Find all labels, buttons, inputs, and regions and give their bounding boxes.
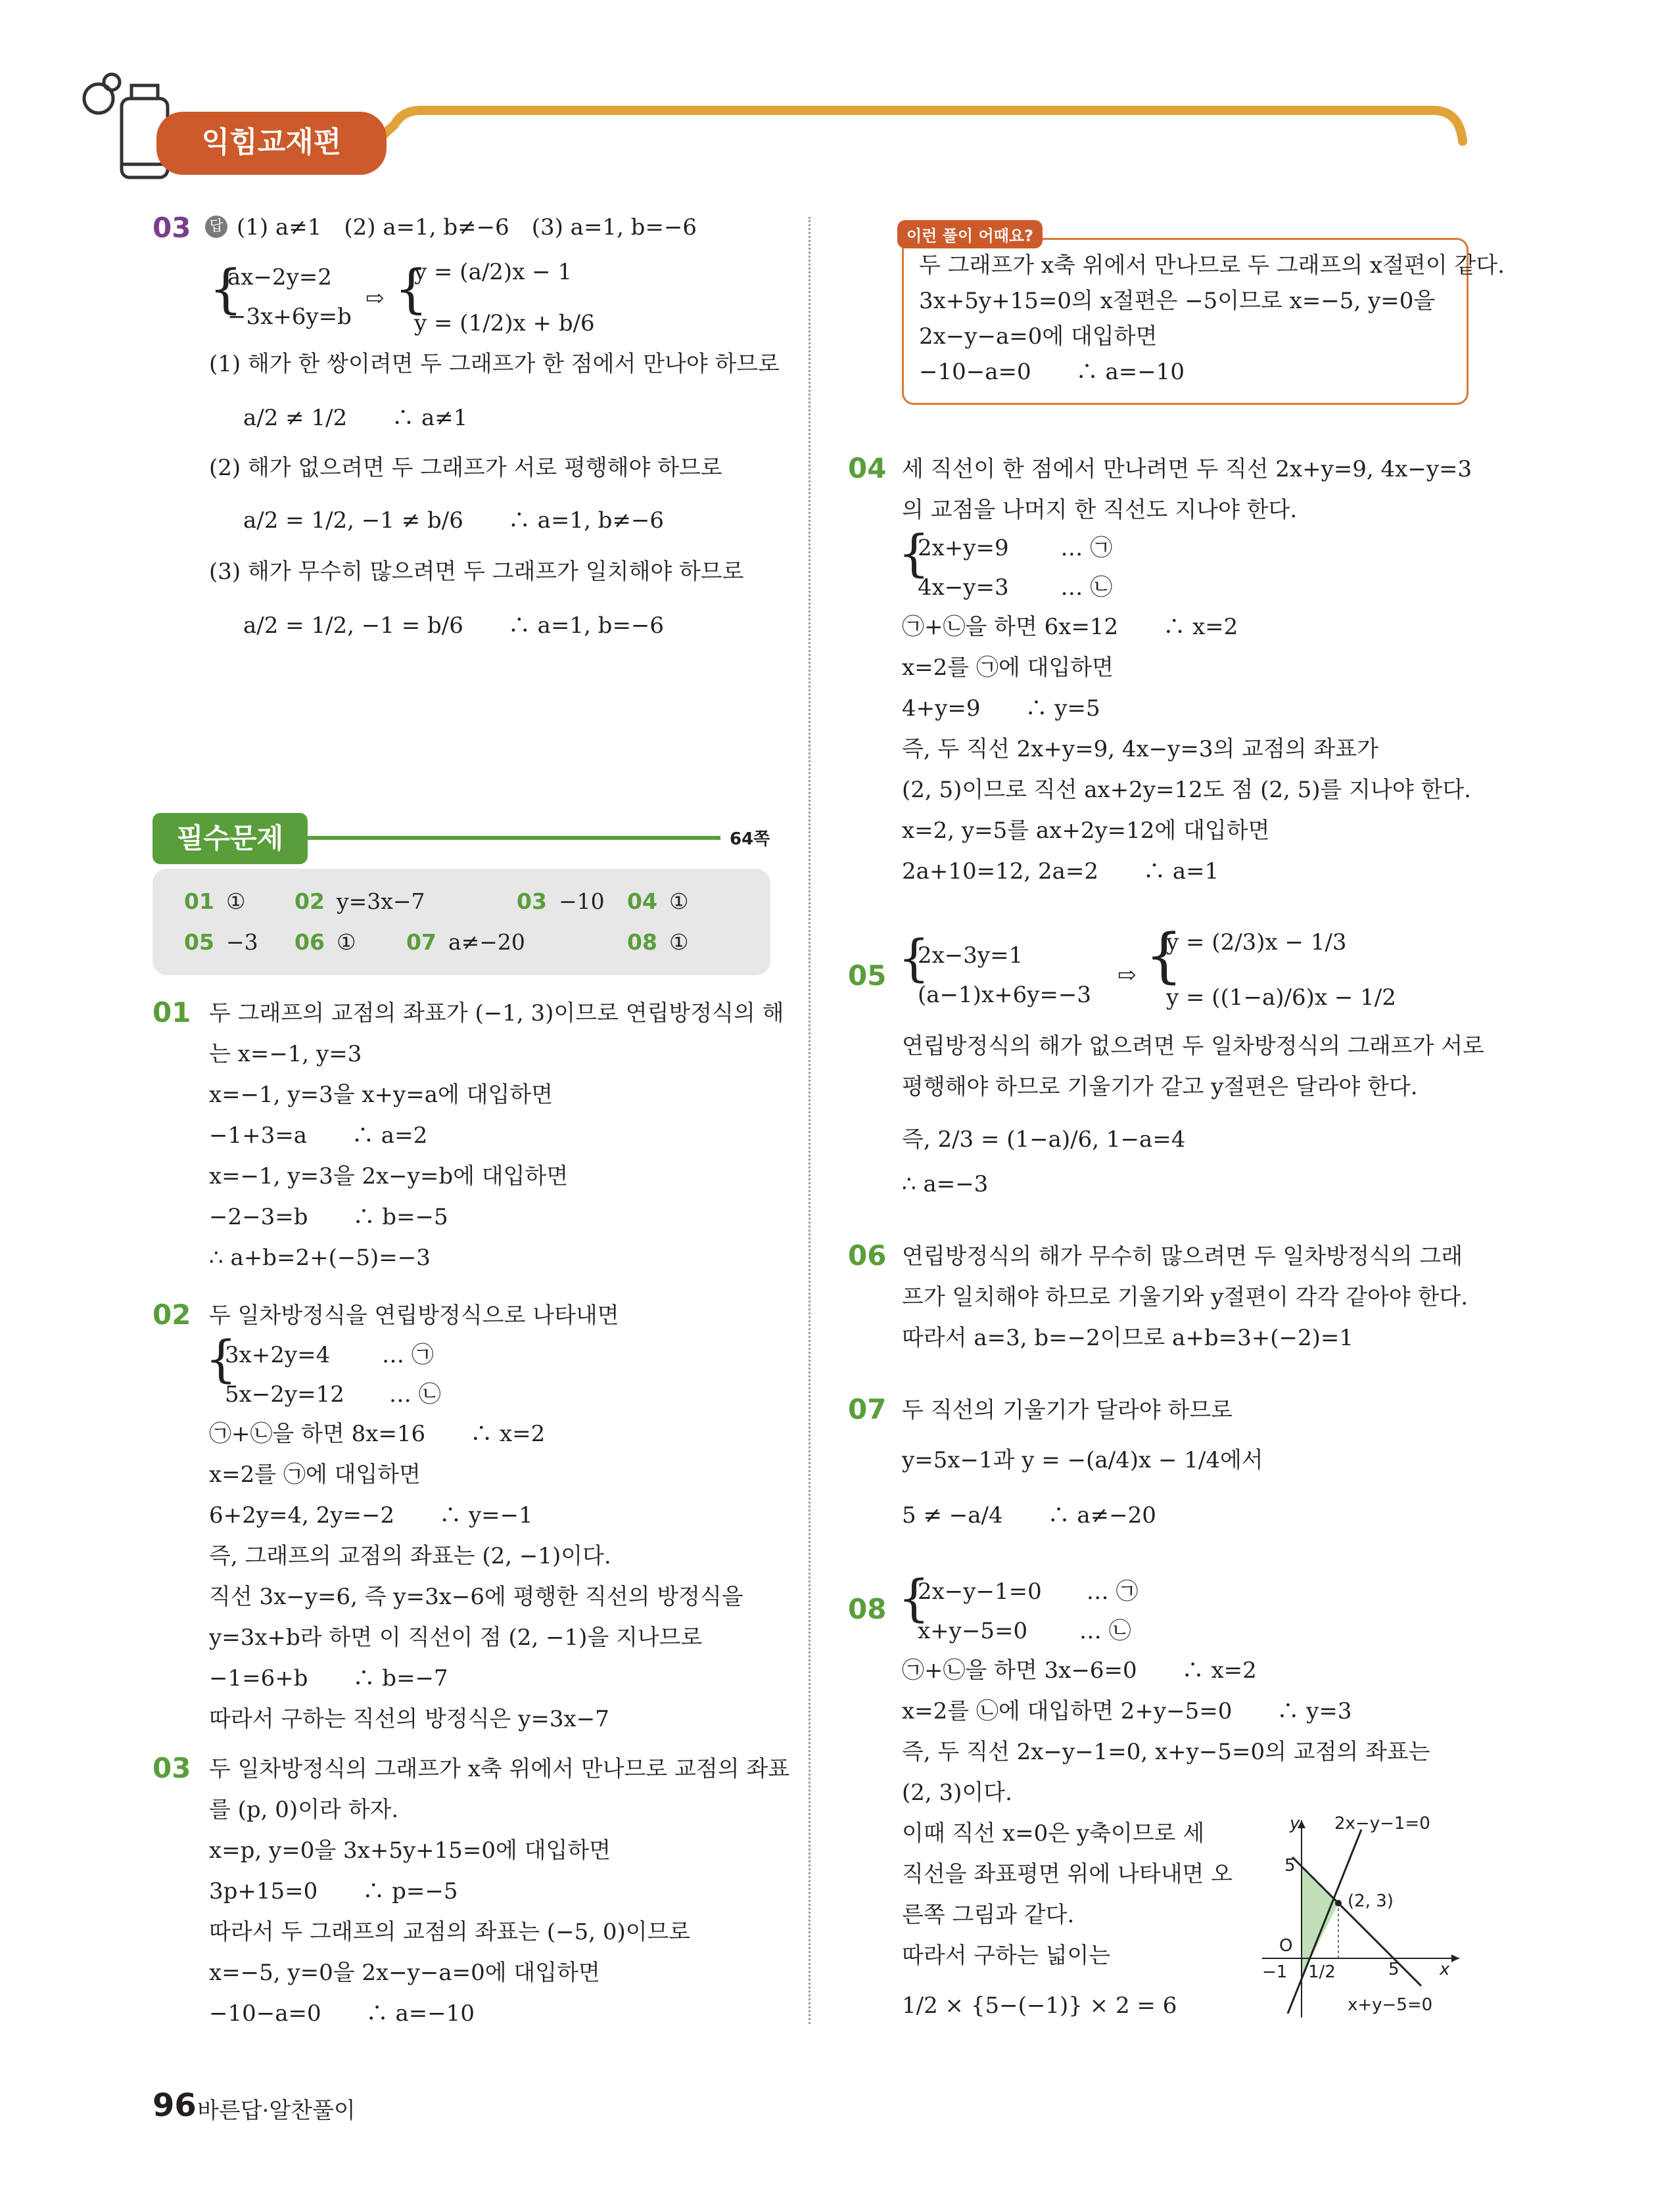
lantern-icon	[84, 74, 168, 177]
q01-line: −2−3=b ∴ b=−5	[209, 1204, 448, 1230]
part3-eq: a/2 = 1/2, −1 = b/6 ∴ a=1, b=−6	[243, 612, 665, 639]
column-divider	[809, 217, 811, 2024]
q03-line: 따라서 두 그래프의 교점의 좌표는 (−5, 0)이므로	[209, 1919, 691, 1945]
header-title: 익힘교재편	[156, 112, 387, 175]
answers-box	[153, 869, 770, 975]
q04-line: 4x−y=3 … ㉡	[918, 574, 1113, 601]
q04-line: 4+y=9 ∴ y=5	[902, 695, 1100, 722]
q08-line: x=2를 ㉡에 대입하면 2+y−5=0 ∴ y=3	[902, 1698, 1352, 1724]
arrow-icon: ⇨	[1117, 962, 1137, 988]
q04-brace: {	[898, 524, 930, 582]
q08-line: 즉, 두 직선 2x−y−1=0, x+y−5=0의 교점의 좌표는	[902, 1739, 1430, 1765]
left-answer: (1) a≠1 (2) a=1, b≠−6 (3) a=1, b=−6	[237, 214, 697, 241]
q01-line: ∴ a+b=2+(−5)=−3	[209, 1245, 431, 1271]
q06-line: 프가 일치해야 하므로 기울기와 y절편이 각각 같아야 한다.	[902, 1284, 1469, 1310]
q08-line: 이때 직선 x=0은 y축이므로 세	[902, 1820, 1205, 1847]
answer-04: 04 ①	[627, 888, 689, 914]
q06-number: 06	[848, 1239, 887, 1272]
answer-06: 06 ①	[294, 929, 356, 955]
q03-line: 3p+15=0 ∴ p=−5	[209, 1878, 458, 1904]
graph-tick-y5: 5	[1284, 1856, 1296, 1876]
q01-number: 01	[153, 996, 191, 1028]
q02-line: ㉠+㉡을 하면 8x=16 ∴ x=2	[209, 1421, 546, 1447]
answer-badge: 답	[205, 216, 227, 238]
section-title: 필수문제	[153, 813, 308, 864]
q07-line: 두 직선의 기울기가 달라야 하므로	[902, 1397, 1233, 1423]
q08-line: 1/2 × {5−(−1)} × 2 = 6	[902, 1993, 1177, 2019]
q02-number: 02	[153, 1299, 191, 1331]
q05-sys2-a: y = (2/3)x − 1/3	[1166, 929, 1347, 956]
answer-05: 05 −3	[184, 929, 258, 955]
answer-01: 01 ①	[184, 888, 246, 914]
q03-line: x=−5, y=0을 2x−y−a=0에 대입하면	[209, 1960, 600, 1986]
q04-line: x=2를 ㉠에 대입하면	[902, 655, 1114, 681]
q03-line: −10−a=0 ∴ a=−10	[209, 2000, 475, 2027]
q05-sys-a: 2x−3y=1	[918, 942, 1023, 969]
q08-graph	[1249, 1801, 1472, 2024]
q05-brace-2: {	[1145, 921, 1183, 990]
q04-line: x=2, y=5를 ax+2y=12에 대입하면	[902, 818, 1270, 844]
part2-eq: a/2 = 1/2, −1 ≠ b/6 ∴ a=1, b≠−6	[243, 507, 665, 534]
part1-text: (1) 해가 한 쌍이려면 두 그래프가 한 점에서 만나야 하므로	[209, 351, 780, 377]
part1-eq: a/2 ≠ 1/2 ∴ a≠1	[243, 405, 468, 431]
q01-line: 는 x=−1, y=3	[209, 1041, 362, 1067]
q04-line: 2a+10=12, 2a=2 ∴ a=1	[902, 858, 1219, 885]
answer-08: 08 ①	[627, 929, 689, 955]
q02-line: 따라서 구하는 직선의 방정식은 y=3x−7	[209, 1706, 609, 1732]
q02-line: 5x−2y=12 … ㉡	[225, 1381, 441, 1408]
q03-number: 03	[153, 1752, 191, 1784]
q05-sys-b: (a−1)x+6y=−3	[918, 982, 1092, 1008]
footer-text: 바른답·알찬풀이	[197, 2098, 356, 2124]
q02-line: 즉, 그래프의 교점의 좌표는 (2, −1)이다.	[209, 1543, 611, 1569]
q02-line: x=2를 ㉠에 대입하면	[209, 1462, 421, 1488]
q04-line: 세 직선이 한 점에서 만나려면 두 직선 2x+y=9, 4x−y=3	[902, 456, 1472, 482]
q04-line: 즉, 두 직선 2x+y=9, 4x−y=3의 교점의 좌표가	[902, 736, 1378, 762]
tip-line: 두 그래프가 x축 위에서 만나므로 두 그래프의 x절편이 같다.	[919, 252, 1505, 279]
system-2b: y = (1/2)x + b/6	[414, 310, 595, 336]
q05-line: ∴ a=−3	[902, 1171, 989, 1197]
section-page: 64쪽	[730, 829, 770, 849]
part3-text: (3) 해가 무수히 많으려면 두 그래프가 일치해야 하므로	[209, 559, 744, 585]
q05-sys2-b: y = ((1−a)/6)x − 1/2	[1166, 984, 1396, 1011]
q08-line: 른쪽 그림과 같다.	[902, 1902, 1075, 1928]
q03-line: x=p, y=0을 3x+5y+15=0에 대입하면	[209, 1837, 611, 1864]
graph-point-label: (2, 3)	[1348, 1891, 1394, 1911]
system-1a: ax−2y=2	[227, 264, 332, 290]
q01-line: −1+3=a ∴ a=2	[209, 1122, 428, 1149]
q08-line: 따라서 구하는 넓이는	[902, 1943, 1111, 1969]
arrow-icon: ⇨	[365, 285, 385, 311]
intersection-point	[1335, 1900, 1342, 1906]
q07-line: 5 ≠ −a/4 ∴ a≠−20	[902, 1502, 1156, 1529]
q05-line: 평행해야 하므로 기울기가 같고 y절편은 달라야 한다.	[902, 1074, 1418, 1100]
q02-line: 3x+2y=4 … ㉠	[225, 1342, 434, 1368]
q01-line: x=−1, y=3을 2x−y=b에 대입하면	[209, 1163, 569, 1189]
tip-line: 3x+5y+15=0의 x절편은 −5이므로 x=−5, y=0을	[919, 288, 1436, 314]
system-brace-left: {	[209, 258, 243, 319]
q02-line: −1=6+b ∴ b=−7	[209, 1665, 448, 1692]
left-problem-number: 03	[153, 212, 191, 244]
line-2x-y-1	[1288, 1830, 1361, 2014]
graph-line2-label: x+y−5=0	[1348, 1995, 1433, 2015]
q01-line: x=−1, y=3을 x+y=a에 대입하면	[209, 1082, 553, 1108]
system-brace-right: {	[394, 258, 428, 319]
shaded-region	[1302, 1866, 1338, 1977]
q04-line: 의 교점을 나머지 한 직선도 지나야 한다.	[902, 497, 1298, 523]
answer-02: 02 y=3x−7	[294, 888, 425, 914]
q06-line: 연립방정식의 해가 무수히 많으려면 두 일차방정식의 그래	[902, 1243, 1463, 1270]
page-number: 96	[153, 2087, 197, 2124]
graph-tick-xm1: −1	[1262, 1962, 1288, 1982]
q08-line: x+y−5=0 … ㉡	[918, 1618, 1131, 1644]
tip-line: 2x−y−a=0에 대입하면	[919, 323, 1158, 350]
q08-line: 2x−y−1=0 … ㉠	[918, 1578, 1139, 1605]
graph-x-label: x	[1440, 1960, 1450, 1979]
q04-line: ㉠+㉡을 하면 6x=12 ∴ x=2	[902, 614, 1238, 640]
q02-line: y=3x+b라 하면 이 직선이 점 (2, −1)을 지나므로	[209, 1624, 703, 1651]
system-1b: −3x+6y=b	[227, 304, 352, 330]
tip-tag: 이런 풀이 어때요?	[897, 220, 1043, 248]
q04-number: 04	[848, 452, 887, 484]
q04-line: 2x+y=9 … ㉠	[918, 535, 1113, 561]
q05-brace: {	[898, 929, 930, 987]
q07-line: y=5x−1과 y = −(a/4)x − 1/4에서	[902, 1447, 1263, 1473]
q08-line: ㉠+㉡을 하면 3x−6=0 ∴ x=2	[902, 1657, 1257, 1684]
tip-line: −10−a=0 ∴ a=−10	[919, 359, 1185, 385]
q02-line: 두 일차방정식을 연립방정식으로 나타내면	[209, 1302, 619, 1329]
system-2a: y = (a/2)x − 1	[414, 259, 573, 285]
graph-line1-label: 2x−y−1=0	[1334, 1814, 1430, 1833]
answer-03: 03 −10	[517, 888, 605, 914]
q08-line: 직선을 좌표평면 위에 나타내면 오	[902, 1861, 1233, 1887]
graph-tick-x-half: 1/2	[1308, 1962, 1336, 1982]
q08-number: 08	[848, 1593, 887, 1625]
q05-line: 즉, 2/3 = (1−a)/6, 1−a=4	[902, 1126, 1186, 1153]
part2-text: (2) 해가 없으려면 두 그래프가 서로 평행해야 하므로	[209, 455, 722, 481]
q03-line: 를 (p, 0)이라 하자.	[209, 1797, 399, 1823]
q08-brace: {	[898, 1569, 930, 1627]
q07-number: 07	[848, 1393, 887, 1425]
q02-line: 6+2y=4, 2y=−2 ∴ y=−1	[209, 1502, 533, 1529]
q05-line: 연립방정식의 해가 없으려면 두 일차방정식의 그래프가 서로	[902, 1033, 1484, 1059]
q04-line: (2, 5)이므로 직선 ax+2y=12도 점 (2, 5)를 지나야 한다.	[902, 777, 1471, 803]
q03-line: 두 일차방정식의 그래프가 x축 위에서 만나므로 교점의 좌표	[209, 1756, 790, 1782]
graph-origin: O	[1279, 1936, 1293, 1956]
q02-brace: {	[205, 1329, 237, 1388]
q06-line: 따라서 a=3, b=−2이므로 a+b=3+(−2)=1	[902, 1325, 1353, 1351]
q05-number: 05	[848, 959, 887, 992]
graph-y-label: y	[1290, 1814, 1300, 1833]
q02-line: 직선 3x−y=6, 즉 y=3x−6에 평행한 직선의 방정식을	[209, 1584, 743, 1610]
section-line	[308, 836, 720, 840]
q08-line: (2, 3)이다.	[902, 1780, 1012, 1806]
q01-line: 두 그래프의 교점의 좌표가 (−1, 3)이므로 연립방정식의 해	[209, 1000, 784, 1026]
answer-07: 07 a≠−20	[406, 929, 525, 955]
graph-tick-x5: 5	[1388, 1960, 1399, 1979]
